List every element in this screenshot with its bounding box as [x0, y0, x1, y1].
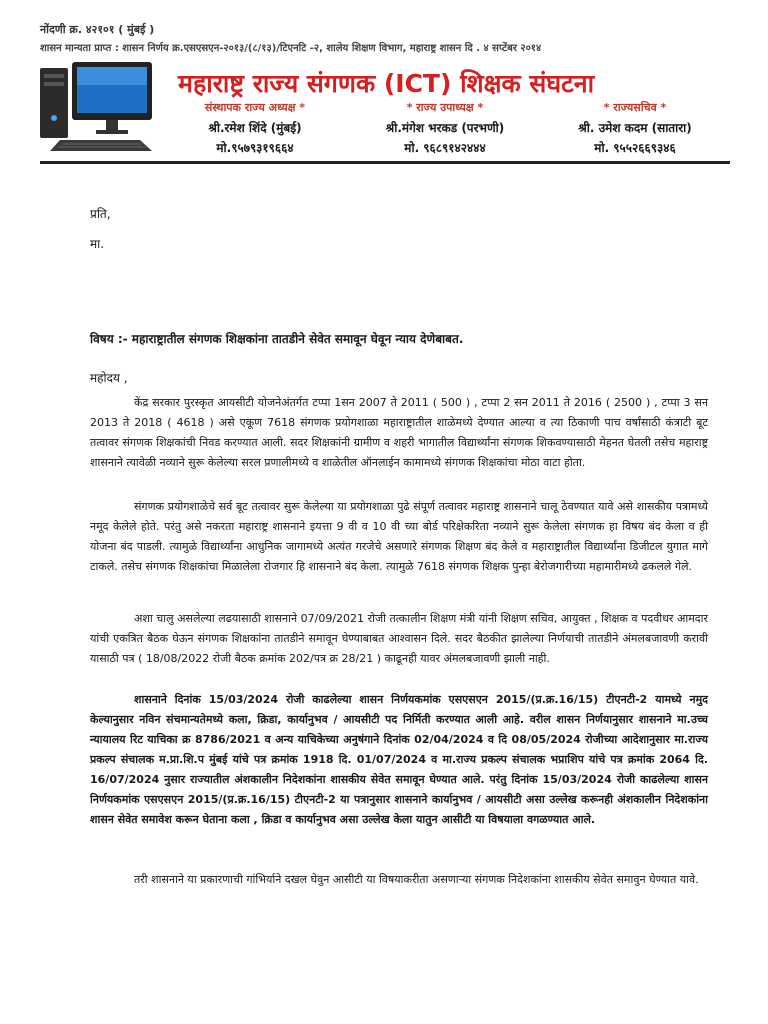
paragraph-2: संगणक प्रयोगशाळेचे सर्व बूट तत्वावर सुरू केलेल्या या प्रयोगशाळा पुढे संपूर्ण तत्वावर महाराष्ट्र शासनाने चालू ठेवण्यात यावे असे शासकीय पत्रामध्ये नमूद केलेले होते. परंतु असे नकरता महाराष्ट्र शासनाने इयत्ता 9 वी व 10 वी च्या बोर्ड परिक्षेकरिता नव्याने सुरू केलेला संगणक हा विषय बंद केला व ही योजना बंद पाडली. त्यामुळे विद्यार्थ्यांना आधुनिक जागामध्ये अत्यंत गरजेचे असणारे संगणक शिक्षण बंद केले व महाराष्ट्रातील विद्यार्थ्यांना डिजीटल युगात मागे टाकले. तसेच संगणक शिक्षकांचा मिळालेला रोजगार हि शासनाने बंद केला. त्यामुळे 7618 संगणक शिक्षक पुन्हा बेरोजगारीच्या महामारीमध्ये ढकलले गेले. [90, 500, 708, 573]
officers-block [160, 100, 720, 160]
officer-secretary [550, 100, 720, 156]
officer-mobile: मो. ९६८९१४२४४४ [404, 141, 486, 155]
organization-title: महाराष्ट्र राज्य संगणक (ICT) शिक्षक संघटना [178, 69, 595, 98]
recognition-line: शासन मान्यता प्राप्त : शासन निर्णय क्र.एसएसएन-२०१३/(८/१३)/टिएनटि -२, शालेय शिक्षण विभाग, महाराष्ट्र शासन दि . ४ सप्टेंबर २०१४ [40, 43, 542, 54]
paragraph-1: केंद्र सरकार पुरस्कृत आयसीटी योजनेअंतर्गत टप्पा 1सन 2007 ते 2011 ( 500 ) , टप्पा 2 सन 2011 ते 2016 ( 2500 ) , टप्पा 3 सन 2013 ते 2018 ( 4618 ) असे एकूण 7618 संगणक प्रयोगशाळा महाराष्ट्रातील शाळेमध्ये देण्यात आल्या व त्या ठिकाणी पाच वर्षांसाठी कंत्राटी बूट तत्वावर संगणक शिक्षकांची निवड करण्यात आली. सदर शिक्षकांनी ग्रामीण व शहरी भागातील विद्यार्थ्यांना संगणक शिकवण्यासाठी मेहनत घेतली तसेच महाराष्ट्र शासनाने त्यावेळी नव्याने सुरू केलेल्या सरल प्रणालीमध्ये व शाळेतील ऑनलाईन कामामध्ये संगणक शिक्षकांचा मोठा वाटा होता. [90, 396, 708, 469]
header-divider [40, 161, 730, 164]
registration-number: नोंदणी क्र. ४२१०१ ( मुंबई ) [40, 23, 155, 36]
officer-mobile: मो. ९५५२६६९३४६ [594, 141, 676, 155]
officer-vice-president [350, 100, 540, 156]
salutation: महोदय , [90, 371, 128, 385]
officer-name: श्री.मंगेश भरकड (परभणी) [385, 121, 505, 135]
officer-role: * राज्य उपाध्यक्ष * [406, 101, 484, 114]
to-line: प्रति, [90, 207, 111, 221]
paragraph-3: अशा चालु असलेल्या लढयासाठी शासनाने 07/09/2021 रोजी तत्कालीन शिक्षण मंत्री यांनी शिक्षण सचिव, आयुक्त , शिक्षक व पदवीधर आमदार यांची एकत्रित बैठक घेऊन संगणक शिक्षकांना तातडीने समावून घेण्याबाबत आश्वासन दिले. सदर बैठकीत झालेल्या निर्णयाची तातडीने अंमलबजावणी करावी यासाठी पत्र ( 18/08/2022 रोजी बैठक क्रमांक 202/पत्र क्र 28/21 ) काढूनही यावर अंमलबजावणी झाली नाही. [90, 612, 708, 665]
officer-name: श्री.रमेश शिंदे (मुंबई) [208, 121, 302, 135]
computer-monitor-keyboard-icon [40, 58, 160, 153]
officer-founder [160, 100, 350, 156]
paragraph-4: शासनाने दिनांक 15/03/2024 रोजी काढलेल्या शासन निर्णयकमांक एसएसएन 2015/(प्र.क्र.16/15) टीएनटी-2 यामध्ये नमुद केल्यानुसार नविन संचमान्यतेमध्ये कला, क्रिडा, कार्यानुभव / आयसीटी पद निर्मिती करण्यात आली आहे. वरील शासन निर्णयानुसार शासनाने मा.उच्च न्यायालय रिट याचिका क्र 8786/2021 व अन्य याचिकेच्या अनुषंगाने दिनांक 02/04/2024 व दि 08/05/2024 रोजीच्या आदेशानुसार मा.राज्य प्रकल्प संचालक म.प्रा.शि.प मुंबई यांचे पत्र क्रमांक 1918 दि. 01/07/2024 व मा.राज्य प्रकल्प संचालक भप्राशिप यांचे पत्र क्रमांक 2064 दि. 16/07/2024 नुसार राज्यातील अंशकालीन निदेशकांना शासकीय सेवेत समावून घेण्यात आले. परंतु दिनांक 15/03/2024 रोजी काढलेल्या शासन निर्णयकमांक एसएसएन 2015/(प्र.क्र.16/15) टीएनटी-2 या पत्रानुसार शासनाने कार्यानुभव / आयसीटी असा उल्लेख करूनही अंशकालीन निदेशकांना शासन सेवेत समावेश करून घेताना कला , क्रिडा व कार्यानुभव असा उल्लेख केला यातुन आसीटी या विषयाला वगळण्यात आले. [90, 693, 708, 826]
addressee-line: मा. [90, 237, 105, 251]
subject-line: विषय :- महाराष्ट्रातील संगणक शिक्षकांना तातडीने सेवेत समावून घेवून न्याय देणेबाबत. [90, 332, 464, 346]
officer-role: * राज्यसचिव * [603, 101, 667, 114]
officer-mobile: मो.९५७९३१९६६४ [216, 141, 294, 155]
officer-name: श्री. उमेश कदम (सातारा) [578, 121, 692, 135]
officer-role: संस्थापक राज्य अध्यक्ष * [204, 101, 306, 114]
paragraph-5: तरी शासनाने या प्रकारणाची गांभिर्याने दखल घेवुन आसीटी या विषयाकरीता असणाऱ्या संगणक निदेशकांना शासकीय सेवेत समावुन घेण्यात यावे. [134, 873, 699, 886]
